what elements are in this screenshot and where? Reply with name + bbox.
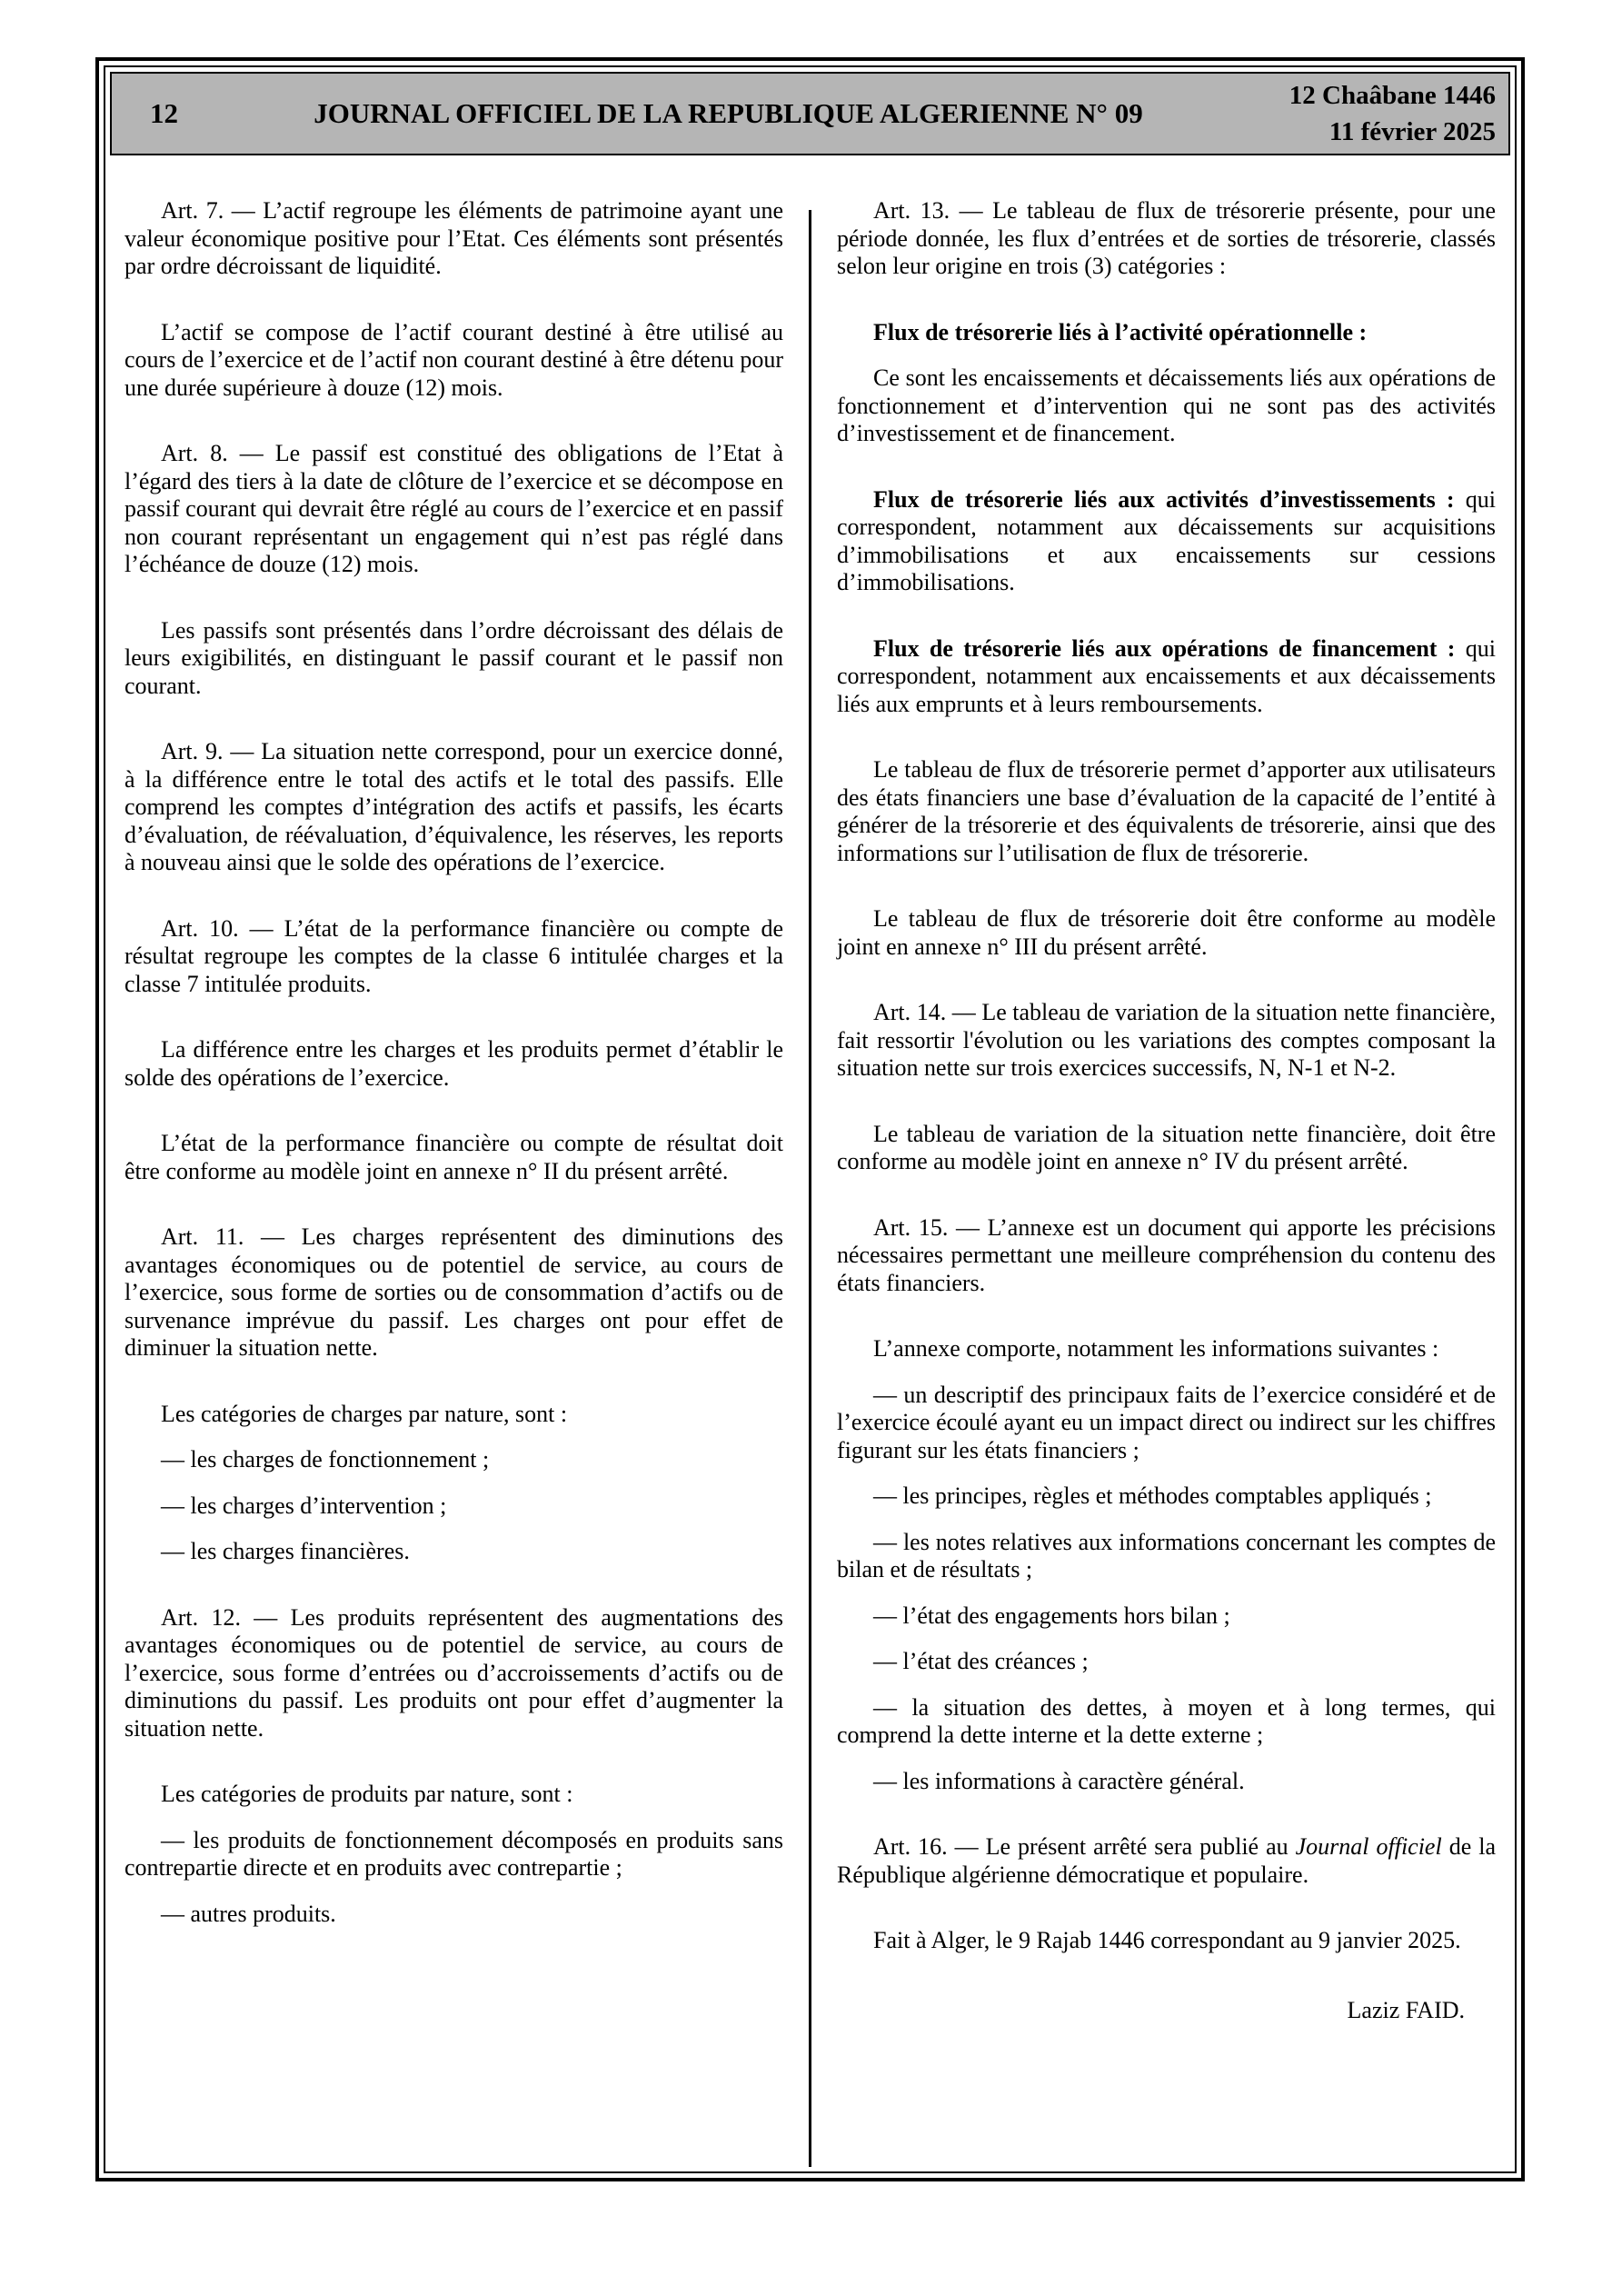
list-item: — l’état des engagements hors bilan ; <box>873 1602 1230 1629</box>
paragraph: Les catégories de charges par nature, sont : <box>161 1400 568 1427</box>
paragraph: Art. 12. — Les produits représentent des augmentations des avantages économiques ou de potentiel de service, au cours de l’exercice, sous forme d’entrées ou d’accroissements d’actifs ou de diminutions du passif. Les produits ont pour effet d’augmenter la situation nette. <box>124 1603 783 1742</box>
date-hijri: 12 Chaâbane 1446 <box>1289 81 1496 110</box>
section-heading: Flux de trésorerie liés à l’activité opérationnelle : <box>873 318 1368 345</box>
paragraph: Le tableau de variation de la situation nette financière, doit être conforme au modèle joint en annexe n° IV du présent arrêté. <box>837 1120 1496 1174</box>
page-body <box>110 155 1510 2167</box>
list-item: — autres produits. <box>161 1900 336 1927</box>
paragraph: Les passifs sont présentés dans l’ordre décroissant des délais de leurs exigibilités, en distinguant le passif courant et le passif non courant. <box>124 616 783 699</box>
paragraph: Art. 14. — Le tableau de variation de la situation nette financière, fait ressortir l'évolution ou les variations des comptes composant la situation nette sur trois exercices successifs, N, N-1 et N-2. <box>837 999 1496 1081</box>
list-item: — les charges de fonctionnement ; <box>161 1446 490 1472</box>
paragraph: Flux de trésorerie liés aux activités d’investissements : qui correspondent, notamment aux décaissements sur acquisitions d’immobilisations et aux encaissements sur cessions d’immobilisations. <box>837 485 1496 595</box>
paragraph: Art. 8. — Le passif est constitué des obligations de l’Etat à l’égard des tiers à la date de clôture de l’exercice et se décompose en passif courant qui devrait être réglé au cours de l’exercice et en passif non courant représentant un engagement qui n’est pas réglé dans l’échéance de douze (12) mois. <box>124 440 783 577</box>
paragraph: Le tableau de flux de trésorerie permet d’apporter aux utilisateurs des états financiers une base d’évaluation de la capacité de l’entité à générer de la trésorerie et des équivalents de trésorerie, ainsi que des informations sur l’utilisation de flux de trésorerie. <box>837 756 1496 866</box>
paragraph: Les catégories de produits par nature, sont : <box>161 1781 573 1807</box>
list-item: — les charges d’intervention ; <box>161 1492 447 1519</box>
list-item: — les informations à caractère général. <box>873 1767 1245 1794</box>
page-number: 12 <box>150 97 178 129</box>
paragraph: Ce sont les encaissements et décaissements liés aux opérations de fonctionnement et d’intervention qui ne sont pas des activités d’investissement et de financement. <box>837 364 1496 446</box>
journal-title: JOURNAL OFFICIEL DE LA REPUBLIQUE ALGERIENNE N° 09 <box>313 97 1143 129</box>
paragraph: Art. 9. — La situation nette correspond, pour un exercice donné, à la différence entre le total des actifs et le total des passifs. Elle comprend les comptes d’intégration des actifs et passifs, les écarts d’évaluation, de réévaluation, d’équivalence, les réserves, les reports à nouveau ainsi que le solde des opérations de l’exercice. <box>124 738 783 875</box>
signature: Laziz FAID. <box>1347 1996 1465 2023</box>
list-item: — la situation des dettes, à moyen et à long termes, qui comprend la dette interne et la dette externe ; <box>837 1693 1496 1748</box>
paragraph: Art. 7. — L’actif regroupe les éléments de patrimoine ayant une valeur économique positive pour l’Etat. Ces éléments sont présentés par ordre décroissant de liquidité. <box>124 197 783 279</box>
left-column <box>114 197 809 2167</box>
paragraph: Fait à Alger, le 9 Rajab 1446 correspondant au 9 janvier 2025. <box>873 1927 1461 1953</box>
page-header <box>110 72 1510 155</box>
right-column <box>811 197 1507 2167</box>
paragraph: La différence entre les charges et les produits permet d’établir le solde des opérations de l’exercice. <box>124 1036 783 1091</box>
date-gregorian: 11 février 2025 <box>1328 117 1496 146</box>
paragraph: Art. 11. — Les charges représentent des diminutions des avantages économiques ou de potentiel de service, au cours de l’exercice, sous forme de sorties ou de consommation d’actifs ou de survenance imprévue du passif. Les charges ont pour effet de diminuer la situation nette. <box>124 1223 783 1361</box>
bold-lead-text: Flux de trésorerie liés aux opérations de financement : <box>873 634 1456 662</box>
paragraph: Flux de trésorerie liés aux opérations de financement : qui correspondent, notamment aux encaissements et aux décaissements liés aux emprunts et à leurs remboursements. <box>837 634 1496 717</box>
paragraph: Art. 10. — L’état de la performance financière ou compte de résultat regroupe les comptes de la classe 6 intitulée charges et la classe 7 intitulée produits. <box>124 914 783 997</box>
list-item: — un descriptif des principaux faits de l’exercice considéré et de l’exercice écoulé ayant eu un impact direct ou indirect sur les chiffres figurant sur les états financiers ; <box>837 1381 1496 1463</box>
header-dates <box>1209 77 1508 150</box>
list-item: — les principes, règles et méthodes comptables appliqués ; <box>873 1482 1432 1509</box>
paragraph: L’état de la performance financière ou compte de résultat doit être conforme au modèle joint en annexe n° II du présent arrêté. <box>124 1130 783 1184</box>
page-inner-frame <box>104 65 1517 2173</box>
paragraph: Art. 13. — Le tableau de flux de trésorerie présente, pour une période donnée, les flux d’entrées et de sorties de trésorerie, classés selon leur origine en trois (3) catégories : <box>837 197 1496 279</box>
bold-lead-text: Flux de trésorerie liés aux activités d’investissements : <box>873 485 1455 513</box>
list-item: — les charges financières. <box>161 1538 410 1564</box>
list-item: — les notes relatives aux informations concernant les comptes de bilan et de résultats ; <box>837 1528 1496 1582</box>
paragraph: Art. 15. — L’annexe est un document qui apporte les précisions nécessaires permettant une meilleure compréhension du contenu des états financiers. <box>837 1213 1496 1296</box>
paragraph: L’actif se compose de l’actif courant destiné à être utilisé au cours de l’exercice et de l’actif non courant destiné à être détenu pour une durée supérieure à douze (12) mois. <box>124 318 783 401</box>
page-frame <box>95 57 1525 2181</box>
italic-text: Journal officiel <box>1295 1833 1442 1860</box>
paragraph: Le tableau de flux de trésorerie doit être conforme au modèle joint en annexe n° III du présent arrêté. <box>837 905 1496 960</box>
list-item: — l’état des créances ; <box>873 1648 1089 1674</box>
list-item: — les produits de fonctionnement décomposés en produits sans contrepartie directe et en produits avec contrepartie ; <box>124 1826 783 1881</box>
paragraph: Art. 16. — Le présent arrêté sera publié au Journal officiel de la République algérienne démocratique et populaire. <box>837 1833 1496 1888</box>
paragraph: L’annexe comporte, notamment les informations suivantes : <box>873 1335 1439 1362</box>
